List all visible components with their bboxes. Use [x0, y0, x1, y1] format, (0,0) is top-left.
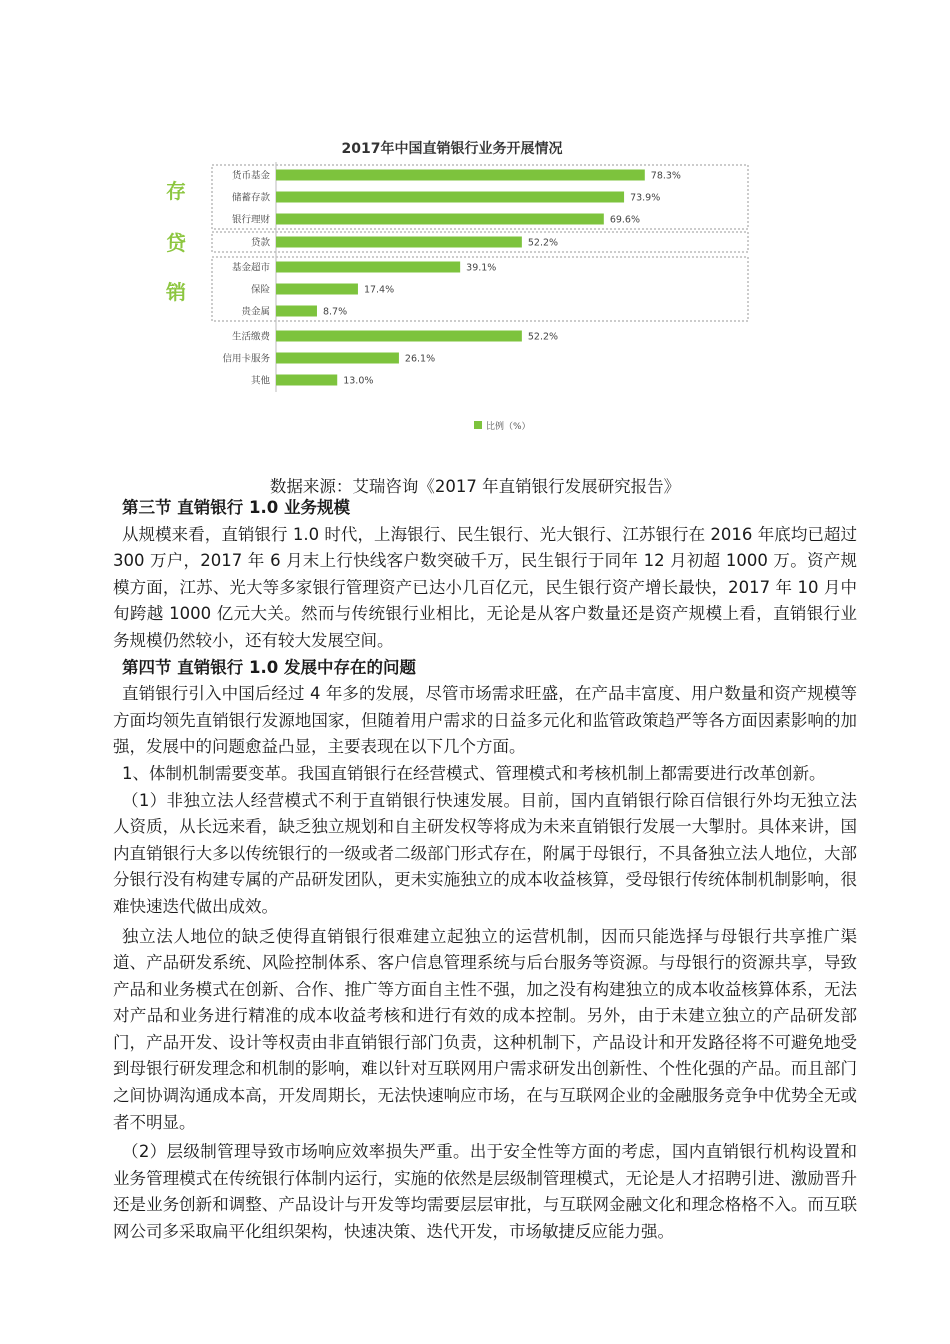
category-label: 信用卡服务: [222, 353, 270, 365]
chart-caption: 数据来源：艾瑞咨询《2017 年直销银行发展研究报告》: [269, 477, 681, 496]
value-label: 17.4%: [363, 284, 395, 296]
category-label: 保险: [250, 284, 270, 296]
section4-paragraph-4: 独立法人地位的缺乏使得直销银行很难建立起独立的运营机制，因而只能选择与母银行共享推广渠道、产品研发系统、风险控制体系、客户信息管理系统与后台服务等资源。与母银行的资源共享，导致产品和业务模式在创新、合作、推广等方面自主性不强，加之没有构建独立的成本收益核算体系，无法对产品和业务进行精准的成本收益考核和进行有效的成本控制。另外，由于未建立独立的产品研发部门，产品开发、设计等权责由非直销银行部门负责，这种机制下，产品设计和开发路径将不可避免地受到母银行研发理念和机制的影响，难以针对互联网用户需求研发出创新性、个性化强的产品。而且部门之间协调沟通成本高，开发周期长，无法快速响应市场，在与互联网企业的金融服务竞争中优势全无或者不明显。: [113, 926, 857, 1132]
category-label: 生活缴费: [231, 331, 270, 343]
section4-paragraph-2: 1、体制机制需要变革。我国直销银行在经营模式、管理模式和考核机制上都需要进行改革创新。: [122, 763, 826, 783]
value-label: 52.2%: [527, 331, 559, 343]
category-label: 贷款: [250, 237, 270, 249]
bar: [276, 262, 460, 273]
value-label: 73.9%: [630, 192, 661, 204]
section3-paragraph-1: 从规模来看，直销银行 1.0 时代，上海银行、民生银行、光大银行、江苏银行在 2016 年底均已超过 300 万户，2017 年 6 月末上行快线客户数突破千万，民生银行于同年 12 月初超 1000 万。资产规模方面，江苏、光大等多家银行管理资产已达小几百亿元，民生银行资产增长最快，2017 年 10 月中旬跨越 1000 亿元大关。然而与传统银行业相比，无论是从客户数量还是资产规模上看，直销银行业务规模仍然较小，还有较大发展空间。: [113, 524, 857, 650]
group-label: 销: [166, 280, 186, 304]
category-label: 储蓄存款: [231, 192, 270, 204]
section4-paragraph-5: （2）层级制管理导致市场响应效率损失严重。出于安全性等方面的考虑，国内直销银行机构设置和业务管理模式在传统银行体制内运行，实施的依然是层级制管理模式，无论是人才招聘引进、激励晋升还是业务创新和调整、产品设计与开发等均需要层层审批，与互联网金融文化和理念格格不入。而互联网公司多采取扁平化组织架构，快速决策、迭代开发，市场敏捷反应能力强。: [113, 1142, 857, 1242]
category-label: 货币基金: [231, 170, 270, 182]
bar: [276, 284, 358, 295]
category-label: 银行理财: [231, 214, 270, 226]
value-label: 39.1%: [466, 262, 497, 274]
value-label: 8.7%: [322, 306, 348, 318]
legend-swatch: [474, 421, 482, 429]
bar: [276, 353, 399, 364]
bar: [276, 192, 624, 203]
bar: [276, 170, 645, 181]
section4-paragraph-1: 直销银行引入中国后经过 4 年多的发展，尽管市场需求旺盛，在产品丰富度、用户数量和资产规模等方面均领先直销银行发源地国家，但随着用户需求的日益多元化和监管政策趋严等各方面因素影响的加强，发展中的问题愈益凸显，主要表现在以下几个方面。: [113, 684, 857, 757]
section4-heading: 第四节 直销银行 1.0 发展中存在的问题: [122, 657, 416, 677]
section4-paragraph-3: （1）非独立法人经营模式不利于直销银行快速发展。目前，国内直销银行除百信银行外均无独立法人资质，从长远来看，缺乏独立规划和自主研发权等将成为未来直销银行发展一大掣肘。具体来讲，国内直销银行大多以传统银行的一级或者二级部门形式存在，附属于母银行，不具备独立法人地位，大部分银行没有构建专属的产品研发团队，更未实施独立的成本收益核算，受母银行传统体制机制影响，很难快速迭代做出成效。: [113, 790, 857, 916]
category-label: 其他: [250, 375, 270, 387]
business-chart: [150, 128, 750, 446]
category-label: 基金超市: [231, 262, 270, 274]
bar: [276, 306, 317, 317]
chart-title: 2017年中国直销银行业务开展情况: [341, 141, 563, 157]
bar: [276, 375, 337, 386]
document-body: [113, 495, 857, 1246]
bar: [276, 237, 522, 248]
group-label: 存: [166, 179, 186, 203]
section3-heading: 第三节 直销银行 1.0 业务规模: [122, 498, 350, 517]
legend-label: 比例（%）: [486, 422, 531, 432]
bar: [276, 331, 522, 342]
bar: [276, 214, 604, 225]
chart-legend: [474, 420, 531, 432]
value-label: 69.6%: [609, 214, 641, 226]
value-label: 26.1%: [404, 353, 436, 365]
group-label: 贷: [166, 231, 186, 255]
value-label: 13.0%: [343, 375, 374, 387]
value-label: 52.2%: [527, 237, 559, 249]
value-label: 78.3%: [650, 170, 681, 182]
category-label: 贵金属: [241, 306, 270, 318]
